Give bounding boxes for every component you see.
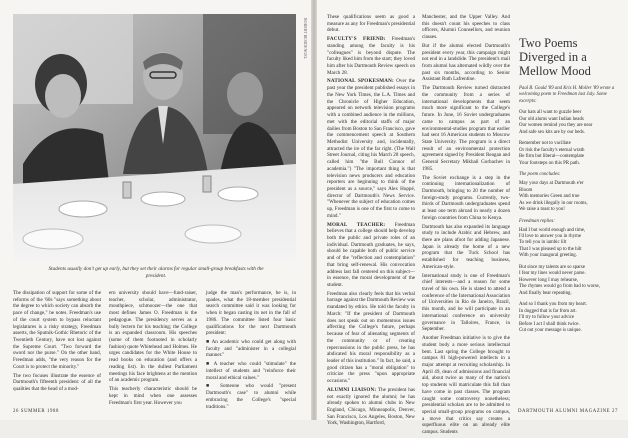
folio-left: 26 SUMMER 1988 (13, 409, 59, 414)
article-column-left-3 (206, 290, 296, 412)
article-paragraph: FACULTY'S FRIEND: Freedman's standing among the faculty is his "colleagues" is beyond dispute. The faculty liked him from the start; they loved him after his Dartmouth Review speech on March 28. (327, 36, 415, 76)
poem-line: To tell you in iambic lilt (519, 240, 567, 246)
article-paragraph: Manchester, and the Upper Valley. And this doesn't count his speeches to class officers, Alumni Counsellors, and reunion classes. (422, 14, 510, 41)
photo-credit-text: ROBERT BESIDENGEL (303, 18, 308, 60)
article-paragraph: ALUMNI LIAISON: The president has not exactly ignored the alumni; he has already spoken to alumni clubs in New England, Chicago, Minneapolis, Denver, San Francisco, Los Angeles, Boston, New York, Washington, Hartford, (327, 386, 415, 427)
article-column-left-1 (13, 290, 101, 395)
poem-line: However long I may rehearse, (519, 277, 579, 283)
article-paragraph: But if the alumni elected Dartmouth's president every year, this campaign might not end in a landslide. The president's mail from alumni has alternated wildly over the past six months, according to Senior Assistant Ruth Lafrentine. (422, 42, 510, 83)
poem-line: I fear my lines would never parse. (519, 271, 586, 277)
article-paragraph: Dartmouth has also expanded its language study to include Arabic and Hebrew, and there are plans afoot for adding Japanese. Japan is already the home of a new program that the Tuck School has established for teaching business, American-style. (422, 223, 510, 270)
folio-right: DARTMOUTH ALUMNI MAGAZINE 27 (517, 409, 618, 414)
poem-stanza (519, 265, 619, 297)
poem-line: Our old alums want Indian heads (519, 116, 584, 122)
article-paragraph: The Soviet exchange is a step in the continuing internationalization of Dartmouth, bringing to 20 the number of foreign-study programs. Currently, two-thirds of Dartmouth undergraduates spend at least one term abroad in nearly a dozen foreign countries from China to Kenya. (422, 174, 510, 221)
article-paragraph: judge the man's performance, he is, in spades, what the 18-member presidential search committee said it was looking for when it began casting its net in the fall of 1986. The committee listed four basic qualifications for the next Dartmouth president: (206, 290, 296, 337)
article-paragraph: International study is one of Freedman's chief interests—and a reason for some travel of his own. He is slated to attend a conference of the International Association of Universities in Rio de Janeiro, Brazil, this month, and he will participate in an international conference on university governance in Talloires, France, in September. (422, 272, 510, 333)
poem-sidebar (519, 36, 619, 340)
photo-illustration (13, 14, 296, 262)
breakfast-photo (13, 14, 296, 262)
article-paragraph: ■ An academic who could get along with faculty and "administer in a collegial manner." (206, 339, 296, 359)
poem-line: Cut out your message is unique. (519, 328, 582, 334)
poem-line: Remember not to vacillate (519, 141, 571, 147)
article-paragraph: MORAL TEACHER: Freedman believes that a college should help develop both the public and private roles of an individual. Dartmouth graduates, he says, should be capable both of public service and of the "reflection and contemplation" that bring self-renewal. His convocation address last fall centered on this subject—in essence, the moral development of the student. (327, 221, 415, 289)
poem-heading-conclusion: The poem concludes: (519, 172, 561, 178)
poem-line: I'll try to follow your advice (519, 315, 575, 321)
poem-line: Our hats all want to guzzle beer (519, 110, 582, 116)
article-paragraph: Freedman also clearly feels that his verbal barrage against the Dartmouth Review was mandated by ethics. He told the faculty in March: "If the president of Dartmouth does not speak out on momentous issues affecting the College's future, perhaps because of fear of alienating segments of the community or of creating repercussions in the public press, he has abdicated his moral responsibility as a leader of this institution." In fact, he said, a good citizen has a "moral obligation" to criticize the press "upon appropriate occasions." (327, 290, 415, 385)
photo-caption: Students usually don't get up early, but they set their alarms for regular small-group breakfasts with the president. (48, 266, 264, 280)
poem-line: Bloom (519, 187, 533, 193)
article-column-left-2 (109, 290, 197, 408)
poem-line: With your inaugural greeting. (519, 253, 577, 259)
article-paragraph: Another Freedman initiative is to give the student body a more serious intellectual bent. Last spring the College brought to campus 81 high-powered intellects in a major attempt at recruiting scholarship. In April 49, dean of admissions and financial aid, about twice as many of the nation's top students will matriculate this fall than have come in past classes. The program caught some controversy nonetheless; presidential scholars are to be admitted to special small-group programs on campus, a move that critics say creates a superfluous elite on an already elite campus. Students (422, 335, 510, 436)
article-paragraph: The dissipation of support for some of the reforms of the '60s "says something about the degree to which society can absorb the pace of change," he notes. Freedman's use of the court system to bypass reluctant legislatures is a risky strategy, Freedman asserts, the Sputnik-Gothic Rhetoric of the Twentieth Century, have not lost against the Supreme Court. "Two forward the sword nor the purse." On the other hand, Freedman adds, "the very reason for the Court is to protect the minority." (13, 290, 101, 370)
poem-line: That I was pleased up to the hilt (519, 246, 582, 252)
poem-line: As we drink illegally in our rooms, (519, 200, 588, 206)
poem-stanza (519, 228, 619, 260)
paragraph-heading: FACULTY'S FRIEND: (327, 36, 386, 43)
poem-stanza (519, 110, 619, 136)
paragraph-heading: NATIONAL SPOKESMAN: (327, 78, 394, 85)
article-paragraph: ■ A teacher who could "stimulate" the intellect of students and "reinforce their moral and ethical values." (206, 361, 296, 381)
poem-line: And finally bear repeating. (519, 290, 572, 296)
paragraph-heading: MORAL TEACHER: (327, 221, 386, 228)
poem-stanzas-2 (519, 181, 619, 213)
article-paragraph: The two focuses illustrate the essence of Dartmouth's fifteenth president: of all the qualities that the head of a mod- (13, 372, 101, 393)
article-paragraph: NATIONAL SPOKESMAN: Over the past year the president published essays in the New York Times, the L.A. Times and the Chronicle of Higher Education, appeared on network television programs with a combined audience in the millions, met with the editorial staffs of major dailies from Boston to San Francisco, gave the commencement speech at Southern Methodist University and, incidentally, attracted the ire of the far right. (The Wall Street Journal, citing his March 28 speech, called him "the Bull Connor of academia.") "The important thing is that television news producers and education reporters are beginning to think of the president as a source," says Alex Huppé, director of Dartmouth's News Service. "Whenever the subject of education comes up, Freedman is one of the first to come to mind." (327, 78, 416, 219)
poem-line: The rhymes would go from bad to worse, (519, 284, 600, 290)
poem-stanza (519, 302, 619, 334)
paragraph-heading: ALUMNI LIAISON: (327, 386, 377, 393)
article-paragraph: These qualifications seem as good a measure as any for Freedman's presidential debut. (327, 14, 415, 34)
poem-line: In dogged that is far from art. (519, 308, 577, 314)
poem-stanza (519, 141, 619, 167)
poem-line: But since my talents are so sparse (519, 264, 586, 270)
poem-line: Or risk the faculty's eternal wrath (519, 147, 585, 153)
poem-byline: Paul B. Gould '89 and Kris H. Moller '89 wrote a welcoming poem to Freedman last July. Some excerpts: (519, 86, 615, 104)
poem-line: Be firm but liberal—contemplate (519, 154, 585, 160)
poem-line: Your footsteps on this PR path. (519, 160, 580, 166)
poem-title: Two Poems Diverged in a Mellow Mood (519, 36, 591, 78)
article-paragraph: This teacherly characteristic should be kept in mind when one assesses Freedman's first year. However you (109, 386, 197, 406)
poem-heading-reply: Freedman replies: (519, 218, 555, 224)
poem-line: I'd love to answer you in rhyme (519, 233, 581, 239)
poem-stanzas-3 (519, 228, 619, 335)
poem-stanza (519, 181, 619, 213)
poem-line: We raise a toast to you! (519, 207, 565, 213)
photo-credit (300, 18, 308, 78)
poem-line: May your days at Dartmouth e'er (519, 181, 584, 187)
article-column-right-1 (327, 14, 415, 429)
article-paragraph: ern university should have—fund-raiser, teacher, scholar, administrator, mouthpiece, schmoozer—the one that most defines James O. Freedman is the pedagogue. The presidency serves as a bully lectern for his teaching; the College is an expanded classroom. His speeches (some of them footnoted in scholarly fashion) quote Whitehead and Holmes. He urges candidates for the White House to read books on education (and offers a reading list). In the dullest Parliament meetings his face brightens at the mention of an academic program. (109, 290, 197, 384)
article-column-right-2 (422, 14, 510, 438)
poem-line: With memories Green and true (519, 194, 580, 200)
article-paragraph: The Dartmouth Review turned distracted the community from a series of international developments that seem much more significant to the College's future. In June, 16 Soviet undergraduates came to campus as part of an environmental-studies program that earlier had sent 16 American students to Moscow State University. The program is a direct result of an environmental protection agreement signed by President Reagan and General Secretary Mikhail Gorbachev in 1985. (422, 85, 510, 172)
poem-line: Had I but world enough and time, (519, 227, 586, 233)
poem-line: And safe sex kits are by our beds. (519, 129, 586, 135)
poem-line: Our women remind you they are near (519, 123, 593, 129)
poem-stanzas-1 (519, 110, 619, 167)
poem-line: And so I thank you from my heart. (519, 302, 587, 308)
poem-line: Before I act I shall think twice. (519, 321, 580, 327)
page-gutter (311, 0, 317, 420)
article-paragraph: ■ Someone who would "present Dartmouth's case" to alumni while embracing the College's "special traditions." (206, 383, 296, 410)
